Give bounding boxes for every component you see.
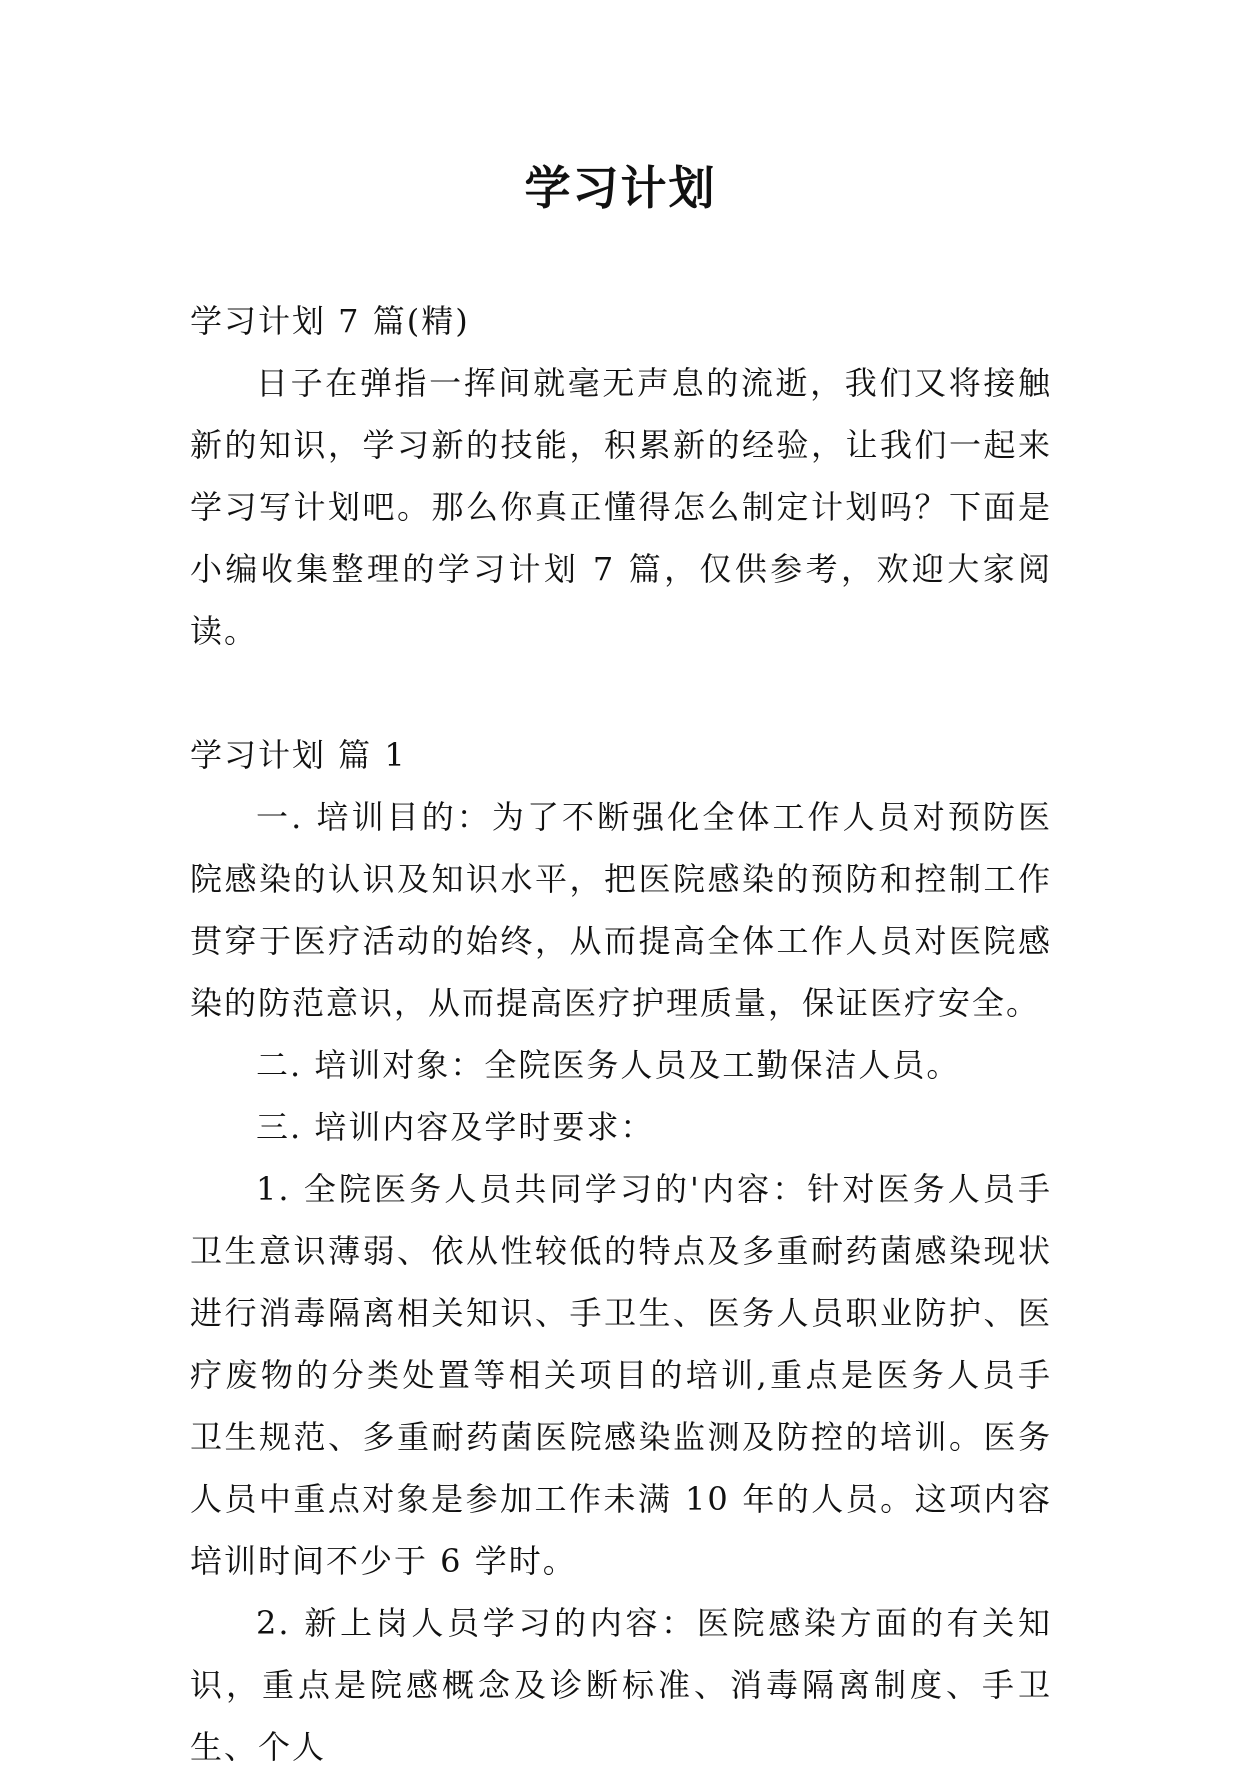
paragraph-training-purpose: 一. 培训目的：为了不断强化全体工作人员对预防医院感染的认识及知识水平，把医院感染的预防和控制工作贯穿于医疗活动的始终，从而提高全体工作人员对医院感染的防范意识，从而提高医疗护理质量，保证医疗安全。	[190, 798, 1052, 1022]
paragraph-training-target: 二. 培训对象：全院医务人员及工勤保洁人员。	[256, 1046, 961, 1084]
document-subtitle: 学习计划 7 篇(精)	[190, 302, 470, 340]
document-body	[190, 290, 1052, 1778]
paragraph-training-content: 三. 培训内容及学时要求：	[256, 1108, 655, 1146]
paragraph-all-staff-content: 1. 全院医务人员共同学习的'内容：针对医务人员手卫生意识薄弱、依从性较低的特点及多重耐药菌感染现状进行消毒隔离相关知识、手卫生、医务人员职业防护、医疗废物的分类处置等相关项目的培训,重点是医务人员手卫生规范、多重耐药菌医院感染监测及防控的培训。医务人员中重点对象是参加工作未满 10 年的人员。这项内容培训时间不少于 6 学时。	[190, 1170, 1052, 1580]
paragraph-gap	[190, 662, 1052, 724]
paragraph-new-staff-content: 2. 新上岗人员学习的内容：医院感染方面的有关知识，重点是院感概念及诊断标准、消毒隔离制度、手卫生、个人	[190, 1604, 1052, 1766]
intro-paragraph: 日子在弹指一挥间就毫无声息的流逝，我们又将接触新的知识，学习新的技能，积累新的经验，让我们一起来学习写计划吧。那么你真正懂得怎么制定计划吗？下面是小编收集整理的学习计划 7 篇，仅供参考，欢迎大家阅读。	[190, 364, 1052, 650]
section-heading: 学习计划 篇 1	[190, 736, 407, 774]
document-title: 学习计划	[524, 161, 717, 215]
